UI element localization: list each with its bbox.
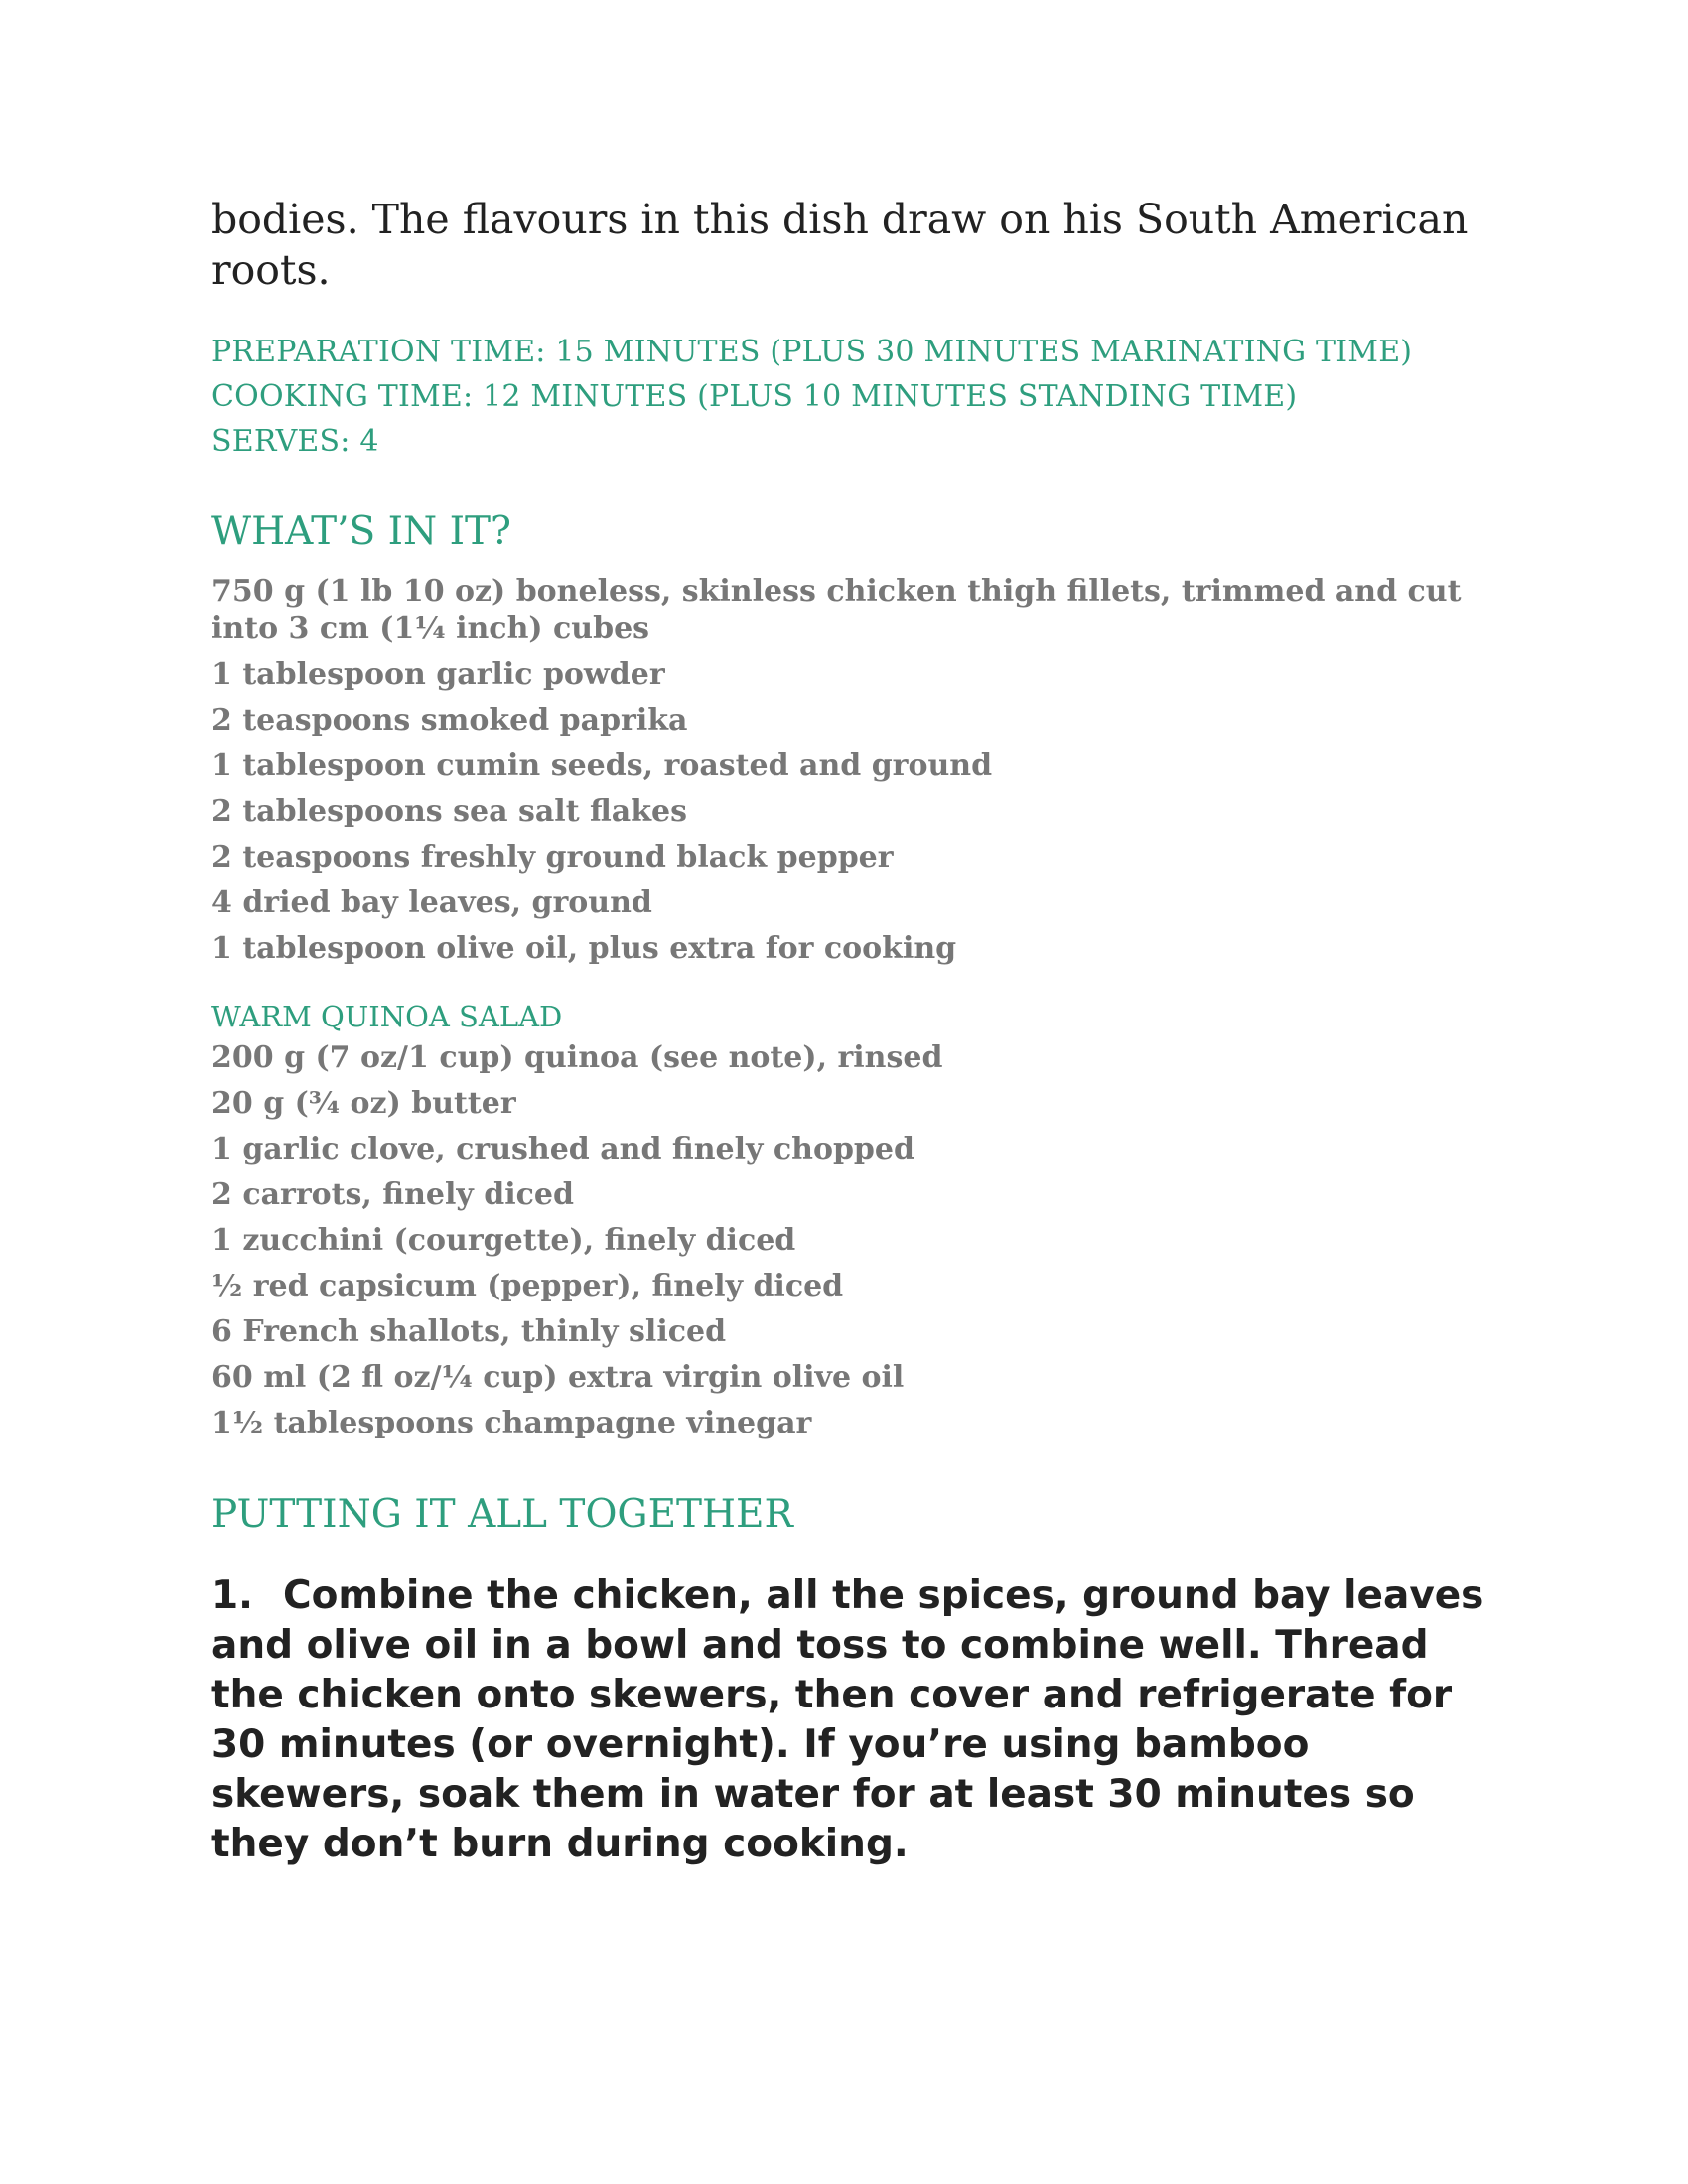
ingredient-item: 1 tablespoon olive oil, plus extra for cooking [211, 931, 957, 966]
method-step [211, 1571, 1502, 1869]
ingredient-item: 1 tablespoon garlic powder [211, 657, 665, 692]
cooking-time: COOKING TIME: 12 MINUTES (PLUS 10 MINUTES STANDING TIME) [211, 379, 1298, 414]
method-heading: PUTTING IT ALL TOGETHER [211, 1492, 793, 1537]
step-text: Combine the chicken, all the spices, ground bay leaves and olive oil in a bowl and toss to combine well. Thread the chicken onto skewers, then cover and refrigerate for 30 minutes (or overnight). If you’re using bamboo skewers, soak them in water for at least 30 minutes so they don’t burn during cooking. [211, 1573, 1484, 1866]
salad-ingredient-item: 2 carrots, finely diced [211, 1177, 574, 1212]
ingredients-heading: WHAT’S IN IT? [211, 509, 511, 554]
salad-ingredient-item: 60 ml (2 fl oz/¼ cup) extra virgin olive oil [211, 1360, 905, 1395]
ingredient-item: 2 teaspoons smoked paprika [211, 703, 688, 738]
ingredient-item: 2 tablespoons sea salt flakes [211, 794, 688, 829]
salad-ingredient-item: 1 zucchini (courgette), finely diced [211, 1223, 796, 1258]
salad-ingredient-item: ½ red capsicum (pepper), finely diced [211, 1269, 844, 1303]
step-number: 1. [211, 1573, 253, 1618]
intro-paragraph: bodies. The flavours in this dish draw on his South American roots. [211, 196, 1469, 294]
salad-subheading: WARM QUINOA SALAD [211, 1000, 563, 1033]
ingredient-item: 750 g (1 lb 10 oz) boneless, skinless chicken thigh fillets, trimmed and cut into 3 cm (1¼ inch) cubes [211, 574, 1462, 646]
salad-ingredient-item: 1 garlic clove, crushed and finely chopped [211, 1132, 914, 1166]
ingredients-list [211, 573, 1502, 968]
salad-ingredients-list [211, 1039, 1502, 1442]
salad-ingredient-item: 200 g (7 oz/1 cup) quinoa (see note), rinsed [211, 1040, 943, 1075]
preparation-time: PREPARATION TIME: 15 MINUTES (PLUS 30 MINUTES MARINATING TIME) [211, 335, 1413, 369]
ingredient-item: 2 teaspoons freshly ground black pepper [211, 840, 894, 875]
recipe-page [211, 195, 1502, 1869]
ingredient-item: 1 tablespoon cumin seeds, roasted and ground [211, 749, 993, 783]
ingredient-item: 4 dried bay leaves, ground [211, 886, 652, 920]
salad-ingredient-item: 6 French shallots, thinly sliced [211, 1314, 727, 1349]
salad-ingredient-item: 20 g (¾ oz) butter [211, 1086, 516, 1121]
recipe-meta [211, 330, 1502, 464]
salad-ingredient-item: 1½ tablespoons champagne vinegar [211, 1406, 812, 1440]
serves: SERVES: 4 [211, 424, 379, 459]
